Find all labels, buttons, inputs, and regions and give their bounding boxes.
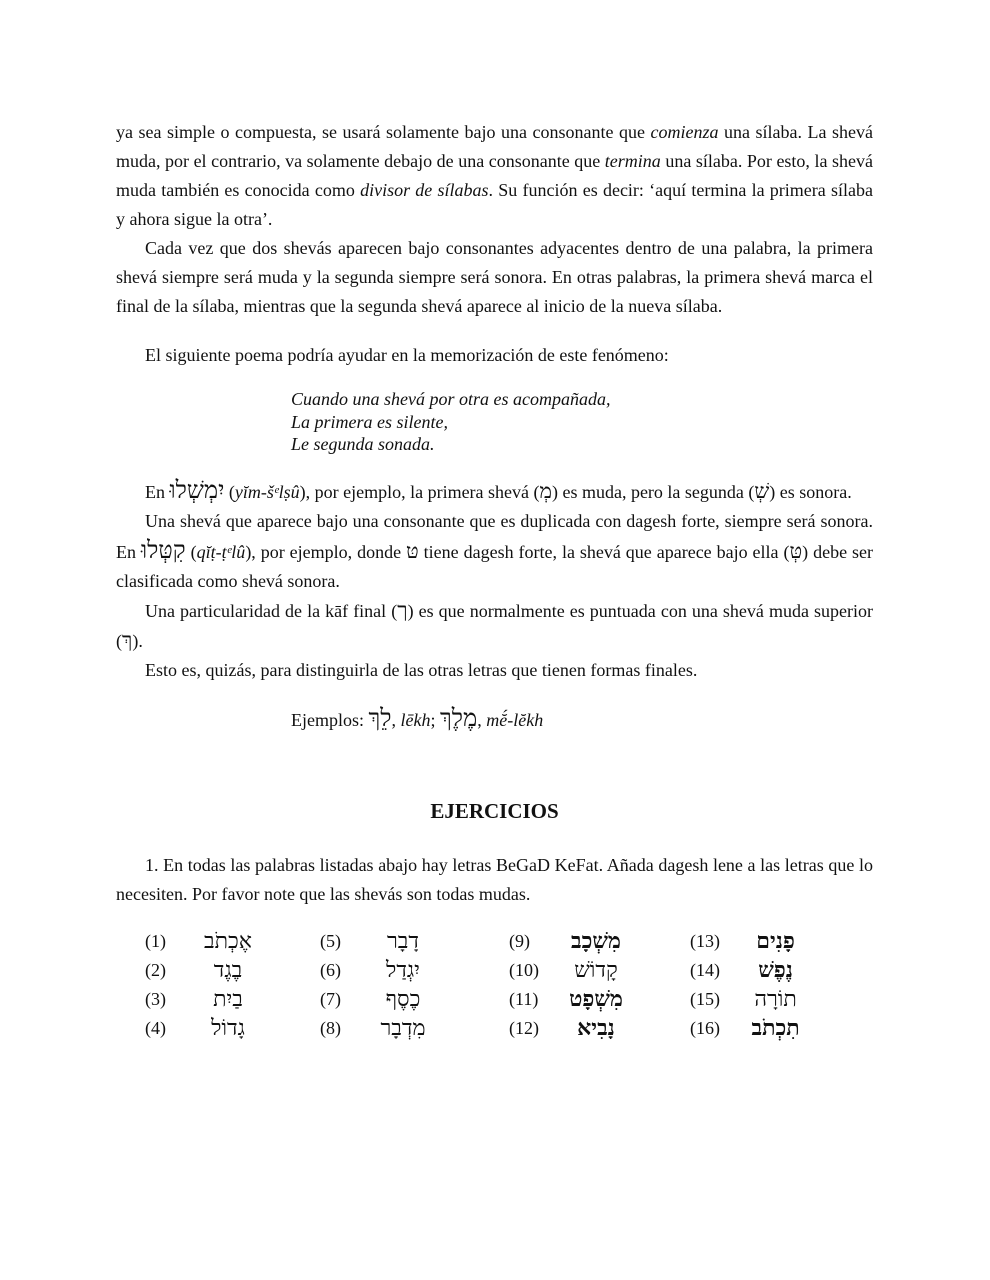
exercise-item <box>509 956 690 985</box>
exercise-item <box>509 1014 690 1043</box>
exercise-item <box>320 927 509 956</box>
paragraph-example-yimshelu <box>116 476 873 507</box>
poem-line: Le segunda sonada. <box>291 434 435 454</box>
exercise-item <box>320 1014 509 1043</box>
text: ya sea simple o compuesta, se usará solamente bajo una consonante que <box>116 122 651 142</box>
text: ) es sonora. <box>769 481 852 502</box>
exercise-item <box>145 1014 320 1043</box>
text: Una shevá que aparece bajo una consonante que es duplicada con dagesh forte, siempre será sonora. En <box>116 510 873 562</box>
text: ( <box>185 541 197 562</box>
exercise-grid <box>145 927 873 1043</box>
paragraph-dagesh-forte <box>116 507 873 596</box>
exercise-item <box>509 927 690 956</box>
item-number: (13) <box>690 930 720 951</box>
hebrew-word: בַיִת <box>213 987 243 1012</box>
text: ) es que normalmente es puntuada con una shevá muda superior ( <box>116 600 873 651</box>
separator: ; <box>430 709 441 730</box>
item-number: (14) <box>690 959 720 980</box>
hebrew-word: בֶגֶד <box>213 958 243 983</box>
transliteration: qĭṭ-ṭᵉlû <box>196 541 246 562</box>
poem-line: La primera es silente, <box>291 411 448 432</box>
hebrew-word: אֶכְתֹב <box>204 929 252 954</box>
item-number: (5) <box>320 930 341 951</box>
hebrew-letter: מְ <box>539 478 552 503</box>
exercise-item <box>509 985 690 1014</box>
examples-line <box>291 703 873 735</box>
text: . Su función es decir: ‘aquí termina la primera sílaba y ahora sigue la otra’. <box>116 180 873 229</box>
hebrew-letter: טְּ <box>789 538 803 563</box>
poem-line: Cuando una shevá por otra es acompañada, <box>291 389 611 409</box>
hebrew-word: יִמְשְׁלוּ <box>169 475 225 504</box>
item-number: (4) <box>145 1017 166 1038</box>
item-number: (6) <box>320 959 341 980</box>
item-number: (9) <box>509 930 530 951</box>
text: En <box>145 481 170 502</box>
hebrew-word: לֵךְ <box>368 703 392 732</box>
hebrew-word: מִשְׁכָב <box>571 928 621 954</box>
separator: , <box>391 709 401 730</box>
hebrew-word: מִשְׁפָט <box>569 986 623 1012</box>
text: ) es muda, pero la segunda ( <box>551 481 755 502</box>
emphasis: comienza <box>650 122 719 142</box>
emphasis: termina <box>604 151 661 171</box>
hebrew-word: קָדוֹשׁ <box>574 958 618 983</box>
hebrew-word: יִגְדַל <box>386 958 420 983</box>
hebrew-word: נֶפֶשׁ <box>758 957 793 983</box>
separator: , <box>477 709 487 730</box>
emphasis: divisor de sílabas <box>360 180 489 200</box>
hebrew-word: תוֹרָה <box>754 987 797 1012</box>
hebrew-letter: טּ <box>406 538 419 563</box>
text: una sílaba. La shevá muda, por el contrario, va solamente debajo de una consonante que <box>116 122 873 171</box>
exercise-item <box>690 1014 810 1043</box>
exercise-instructions: 1. En todas las palabras listadas abajo hay letras BeGaD KeFat. Añada dagesh lene a las letras que lo necesiten. Por favor note que las shevás son todas mudas. <box>116 854 873 904</box>
paragraph-two-shevás: Cada vez que dos shevás aparecen bajo consonantes adyacentes dentro de una palabra, la primera shevá siempre será muda y la segunda siempre será sonora. En otras palabras, la primera shevá marca el final de la sílaba, mientras que la segunda shevá aparece al inicio de la nueva sílaba. <box>116 238 873 316</box>
hebrew-letter: שְׁ <box>754 478 770 503</box>
text: ( <box>224 481 235 502</box>
paragraph-poem-intro: El siguiente poema podría ayudar en la memorización de este fenómeno: <box>145 345 669 365</box>
paragraph-shevá-types <box>116 118 873 234</box>
exercise-item <box>320 985 509 1014</box>
exercise-item <box>145 927 320 956</box>
text: ), por ejemplo, la primera shevá ( <box>299 481 540 502</box>
text: Una particularidad de la kāf final ( <box>145 600 398 621</box>
exercise-item <box>145 985 320 1014</box>
document-page <box>116 118 873 1043</box>
text: tiene dagesh forte, la shevá que aparece bajo ella ( <box>418 541 790 562</box>
text: ). <box>132 630 143 651</box>
item-number: (15) <box>690 988 720 1009</box>
hebrew-word: דָבָר <box>387 929 419 954</box>
item-number: (1) <box>145 930 166 951</box>
text: ) debe ser clasificada como shevá sonora. <box>116 541 873 591</box>
item-number: (12) <box>509 1017 539 1038</box>
text: ), por ejemplo, donde <box>245 541 407 562</box>
paragraph-kaf-final <box>116 596 873 656</box>
hebrew-letter: ךְ <box>122 627 133 652</box>
paragraph-final-forms: Esto es, quizás, para distinguirla de las otras letras que tienen formas finales. <box>145 659 698 680</box>
hebrew-word: נָבִיא <box>577 1015 615 1041</box>
hebrew-word: תִכְתֹב <box>751 1015 800 1041</box>
hebrew-word: מִדְבָר <box>380 1016 426 1041</box>
item-number: (10) <box>509 959 539 980</box>
examples-label: Ejemplos: <box>291 709 369 730</box>
exercise-item <box>320 956 509 985</box>
transliteration: lēkh <box>400 709 431 730</box>
hebrew-word: כֶסֶף <box>385 987 421 1012</box>
section-heading: EJERCICIOS <box>430 798 559 823</box>
transliteration: mĕ́-lĕkh <box>486 709 544 730</box>
transliteration: yĭm-šᵉlṣû <box>234 481 300 502</box>
exercise-item <box>690 956 810 985</box>
poem <box>291 388 873 456</box>
hebrew-word: מֶלֶךְ <box>440 703 478 732</box>
item-number: (2) <box>145 959 166 980</box>
item-number: (3) <box>145 988 166 1009</box>
item-number: (7) <box>320 988 341 1009</box>
hebrew-word: קִטְּלוּ <box>140 535 186 564</box>
text: una sílaba. Por esto, la shevá muda también es conocida como <box>116 151 873 200</box>
item-number: (8) <box>320 1017 341 1038</box>
item-number: (11) <box>509 988 539 1009</box>
exercise-item <box>690 985 810 1014</box>
exercise-item <box>690 927 810 956</box>
exercise-item <box>145 956 320 985</box>
hebrew-word: גָדוֹל <box>211 1016 245 1041</box>
item-number: (16) <box>690 1017 720 1038</box>
hebrew-letter: ך <box>397 597 408 622</box>
hebrew-word: פָנִים <box>756 928 795 954</box>
